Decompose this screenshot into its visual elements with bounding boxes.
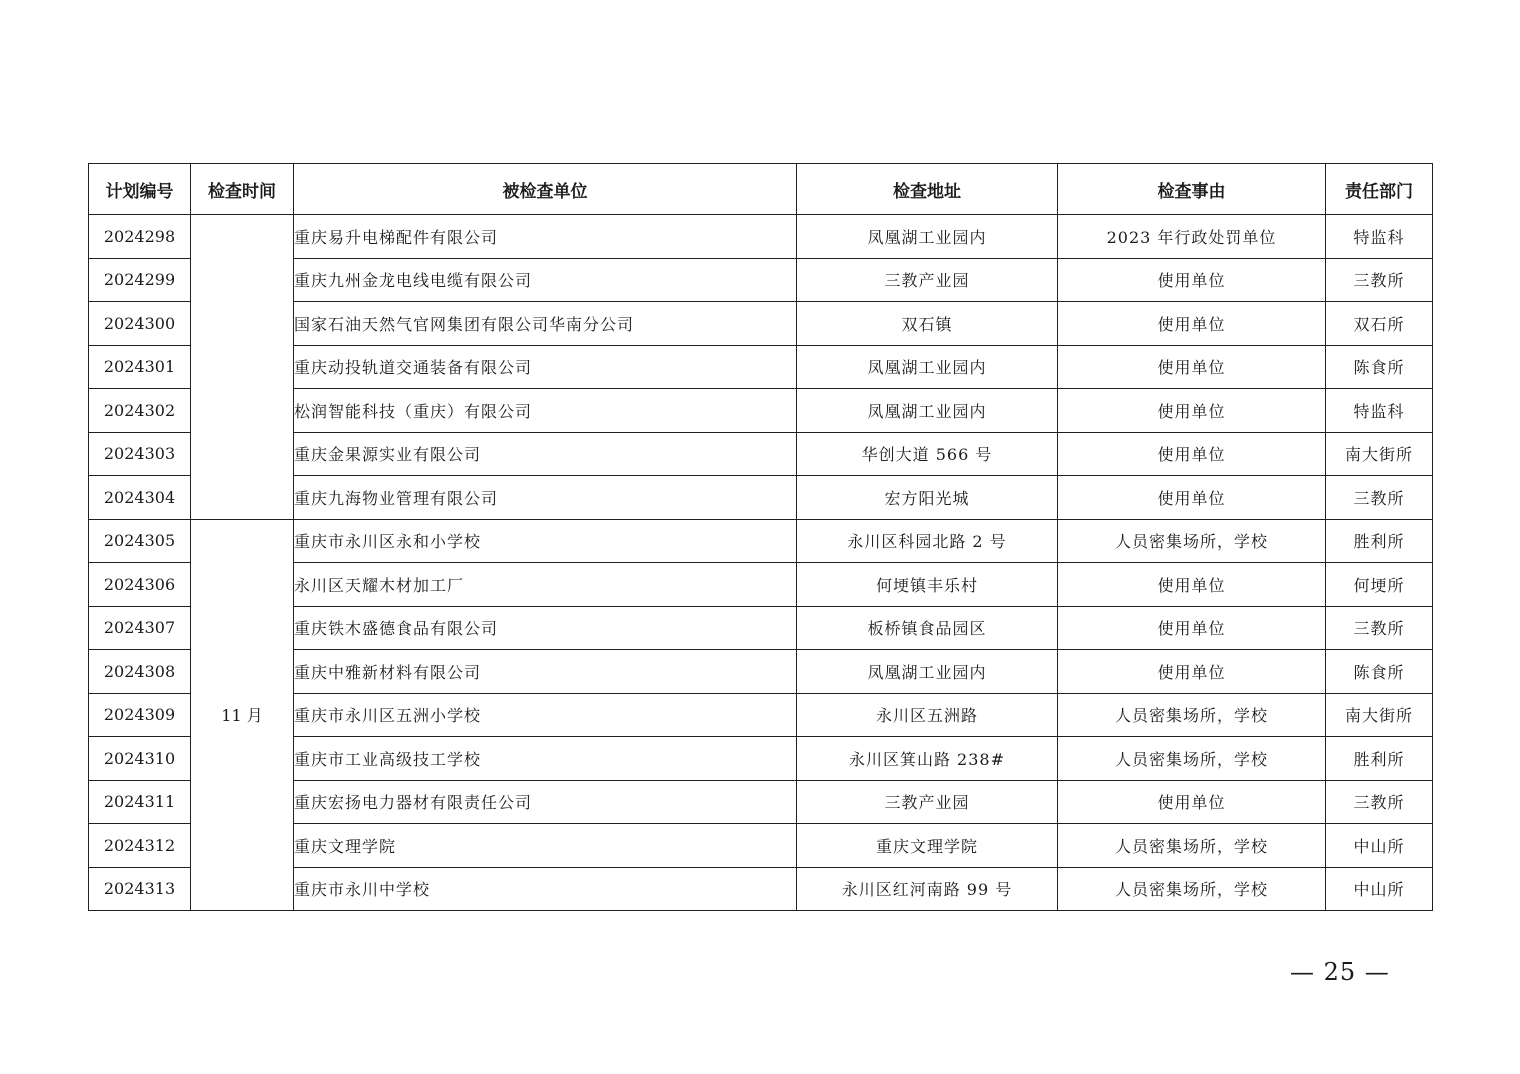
cell-address: 宏方阳光城 xyxy=(797,476,1058,520)
cell-reason: 使用单位 xyxy=(1058,606,1326,650)
cell-address: 凤凰湖工业园内 xyxy=(797,215,1058,259)
cell-reason: 使用单位 xyxy=(1058,476,1326,520)
cell-unit: 国家石油天然气官网集团有限公司华南分公司 xyxy=(294,302,797,346)
cell-address: 华创大道 566 号 xyxy=(797,432,1058,476)
cell-plan-code: 2024302 xyxy=(89,389,191,433)
cell-plan-code: 2024304 xyxy=(89,476,191,520)
cell-reason: 使用单位 xyxy=(1058,302,1326,346)
cell-plan-code: 2024299 xyxy=(89,258,191,302)
cell-dept: 南大街所 xyxy=(1326,693,1433,737)
table-header-row xyxy=(89,164,1433,215)
cell-reason: 人员密集场所，学校 xyxy=(1058,867,1326,911)
cell-reason: 使用单位 xyxy=(1058,563,1326,607)
page-number: — 25 — xyxy=(1290,958,1390,986)
header-inspected-unit: 被检查单位 xyxy=(294,164,797,215)
cell-dept: 三教所 xyxy=(1326,476,1433,520)
cell-reason: 2023 年行政处罚单位 xyxy=(1058,215,1326,259)
cell-dept: 特监科 xyxy=(1326,389,1433,433)
cell-dept: 中山所 xyxy=(1326,867,1433,911)
cell-plan-code: 2024303 xyxy=(89,432,191,476)
cell-unit: 重庆铁木盛德食品有限公司 xyxy=(294,606,797,650)
header-responsible-dept: 责任部门 xyxy=(1326,164,1433,215)
cell-reason: 使用单位 xyxy=(1058,780,1326,824)
cell-reason: 使用单位 xyxy=(1058,650,1326,694)
cell-reason: 人员密集场所，学校 xyxy=(1058,737,1326,781)
cell-plan-code: 2024298 xyxy=(89,215,191,259)
cell-plan-code: 2024310 xyxy=(89,737,191,781)
cell-plan-code: 2024308 xyxy=(89,650,191,694)
cell-address: 重庆文理学院 xyxy=(797,824,1058,868)
cell-dept: 胜利所 xyxy=(1326,737,1433,781)
cell-unit: 重庆九海物业管理有限公司 xyxy=(294,476,797,520)
cell-inspection-time-group-1 xyxy=(191,215,294,520)
cell-inspection-time-group-2: 11 月 xyxy=(191,519,294,911)
cell-dept: 何埂所 xyxy=(1326,563,1433,607)
cell-plan-code: 2024307 xyxy=(89,606,191,650)
cell-dept: 中山所 xyxy=(1326,824,1433,868)
cell-unit: 重庆易升电梯配件有限公司 xyxy=(294,215,797,259)
cell-unit: 重庆市永川中学校 xyxy=(294,867,797,911)
cell-unit: 重庆金果源实业有限公司 xyxy=(294,432,797,476)
cell-unit: 重庆市工业高级技工学校 xyxy=(294,737,797,781)
header-inspection-address: 检查地址 xyxy=(797,164,1058,215)
cell-unit: 重庆市永川区永和小学校 xyxy=(294,519,797,563)
cell-unit: 永川区天耀木材加工厂 xyxy=(294,563,797,607)
cell-address: 凤凰湖工业园内 xyxy=(797,345,1058,389)
cell-unit: 重庆宏扬电力器材有限责任公司 xyxy=(294,780,797,824)
cell-dept: 双石所 xyxy=(1326,302,1433,346)
cell-plan-code: 2024312 xyxy=(89,824,191,868)
cell-reason: 人员密集场所，学校 xyxy=(1058,693,1326,737)
cell-dept: 三教所 xyxy=(1326,780,1433,824)
cell-plan-code: 2024313 xyxy=(89,867,191,911)
cell-unit: 重庆中雅新材料有限公司 xyxy=(294,650,797,694)
cell-dept: 胜利所 xyxy=(1326,519,1433,563)
cell-unit: 松润智能科技（重庆）有限公司 xyxy=(294,389,797,433)
cell-unit: 重庆动投轨道交通装备有限公司 xyxy=(294,345,797,389)
cell-plan-code: 2024305 xyxy=(89,519,191,563)
cell-unit: 重庆九州金龙电线电缆有限公司 xyxy=(294,258,797,302)
inspection-plan-table xyxy=(88,163,1433,911)
cell-address: 凤凰湖工业园内 xyxy=(797,389,1058,433)
cell-plan-code: 2024309 xyxy=(89,693,191,737)
cell-plan-code: 2024301 xyxy=(89,345,191,389)
cell-dept: 三教所 xyxy=(1326,606,1433,650)
cell-reason: 人员密集场所，学校 xyxy=(1058,824,1326,868)
cell-address: 凤凰湖工业园内 xyxy=(797,650,1058,694)
cell-address: 永川区红河南路 99 号 xyxy=(797,867,1058,911)
cell-unit: 重庆文理学院 xyxy=(294,824,797,868)
cell-dept: 陈食所 xyxy=(1326,650,1433,694)
header-plan-code: 计划编号 xyxy=(89,164,191,215)
cell-dept: 陈食所 xyxy=(1326,345,1433,389)
cell-reason: 使用单位 xyxy=(1058,345,1326,389)
cell-dept: 南大街所 xyxy=(1326,432,1433,476)
cell-address: 永川区科园北路 2 号 xyxy=(797,519,1058,563)
cell-address: 三教产业园 xyxy=(797,258,1058,302)
header-inspection-time: 检查时间 xyxy=(191,164,294,215)
cell-address: 三教产业园 xyxy=(797,780,1058,824)
cell-dept: 三教所 xyxy=(1326,258,1433,302)
cell-address: 何埂镇丰乐村 xyxy=(797,563,1058,607)
cell-reason: 使用单位 xyxy=(1058,389,1326,433)
cell-unit: 重庆市永川区五洲小学校 xyxy=(294,693,797,737)
cell-plan-code: 2024300 xyxy=(89,302,191,346)
cell-address: 永川区五洲路 xyxy=(797,693,1058,737)
cell-plan-code: 2024311 xyxy=(89,780,191,824)
cell-address: 双石镇 xyxy=(797,302,1058,346)
cell-dept: 特监科 xyxy=(1326,215,1433,259)
cell-address: 永川区箕山路 238# xyxy=(797,737,1058,781)
cell-plan-code: 2024306 xyxy=(89,563,191,607)
cell-address: 板桥镇食品园区 xyxy=(797,606,1058,650)
table-row xyxy=(89,519,1433,563)
header-inspection-reason: 检查事由 xyxy=(1058,164,1326,215)
cell-reason: 人员密集场所，学校 xyxy=(1058,519,1326,563)
table-row xyxy=(89,215,1433,259)
cell-reason: 使用单位 xyxy=(1058,432,1326,476)
cell-reason: 使用单位 xyxy=(1058,258,1326,302)
